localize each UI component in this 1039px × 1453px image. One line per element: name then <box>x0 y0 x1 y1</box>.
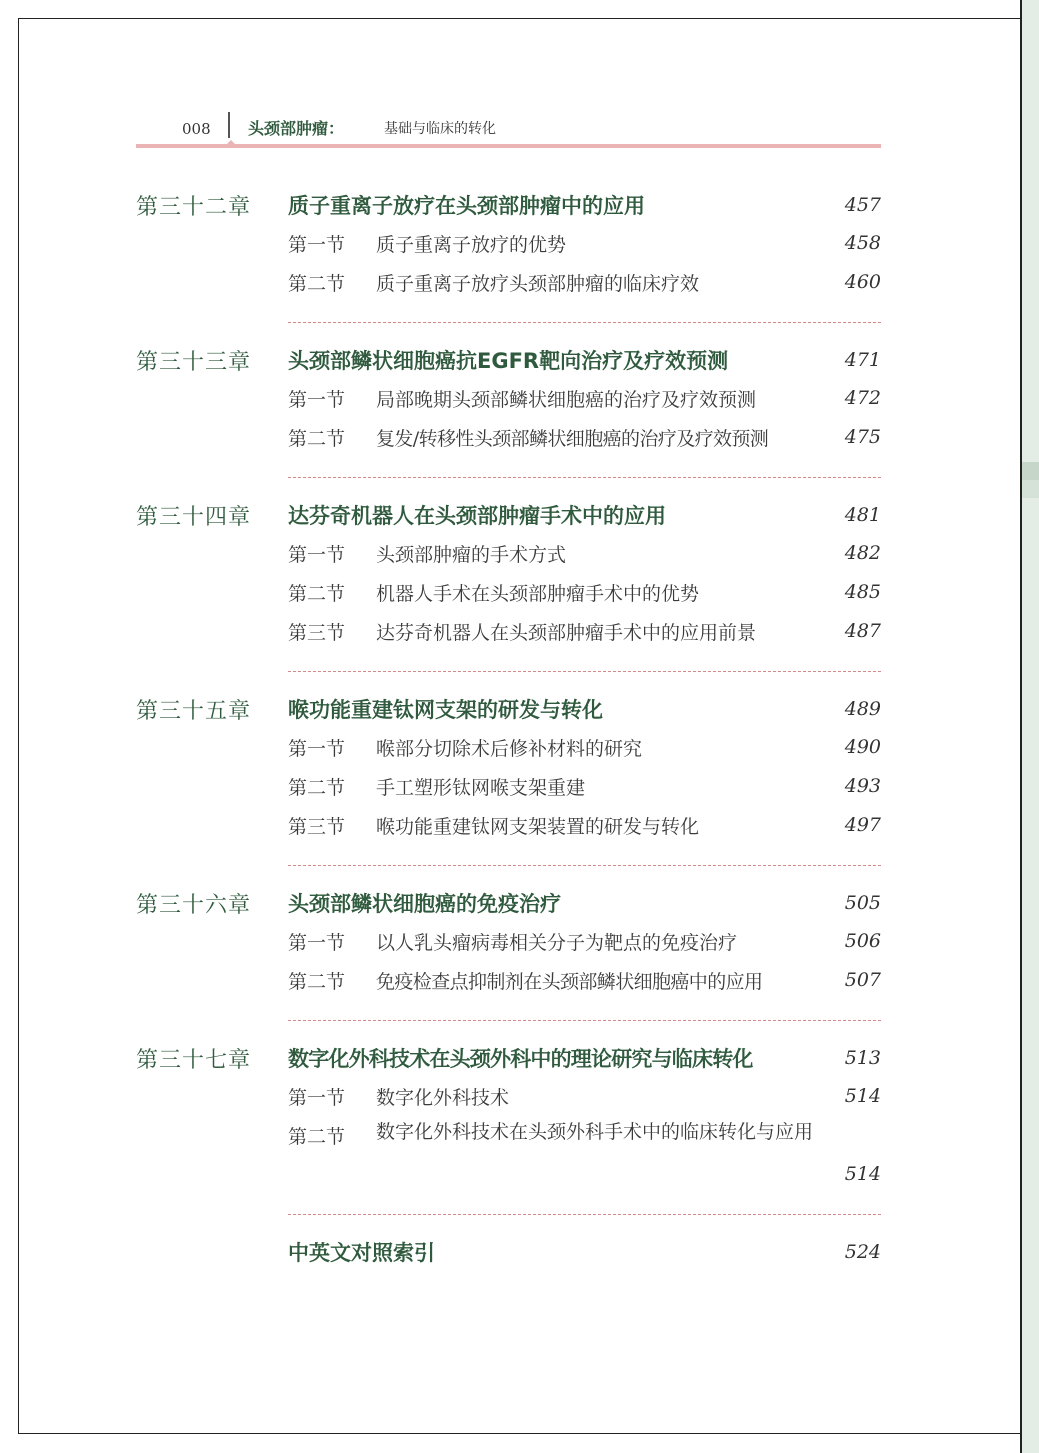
side-tab-mark <box>1022 480 1039 498</box>
book-title: 头颈部肿瘤： <box>248 119 345 138</box>
section-entry[interactable] <box>136 575 881 614</box>
section-label: 第三节 <box>288 816 346 838</box>
book-subtitle: 基础与临床的转化 <box>384 121 496 137</box>
section-title: 喉部分切除术后修补材料的研究 <box>376 738 643 760</box>
section-entry[interactable] <box>136 614 881 653</box>
chapter-heading[interactable] <box>136 188 881 226</box>
chapter-entry <box>136 886 881 1021</box>
section-entry[interactable] <box>136 924 881 963</box>
section-label: 第二节 <box>288 583 346 605</box>
chapter-title: 头颈部鳞状细胞癌抗EGFR靶向治疗及疗效预测 <box>288 349 729 373</box>
section-page: 475 <box>844 426 881 448</box>
section-entry[interactable] <box>136 730 881 769</box>
side-tab-mark <box>1022 462 1039 480</box>
section-title: 局部晚期头颈部鳞状细胞癌的治疗及疗效预测 <box>376 389 757 411</box>
section-page: 472 <box>844 387 881 409</box>
dashed-divider <box>288 477 881 478</box>
chapter-title: 达芬奇机器人在头颈部肿瘤手术中的应用 <box>288 504 666 528</box>
section-label: 第二节 <box>288 428 346 450</box>
section-title: 免疫检查点抑制剂在头颈部鳞状细胞癌中的应用 <box>376 971 763 993</box>
section-entry[interactable] <box>136 769 881 808</box>
section-label: 第一节 <box>288 932 346 954</box>
chapter-page: 481 <box>844 504 881 526</box>
section-page: 497 <box>844 814 881 836</box>
section-page: 514 <box>844 1085 881 1107</box>
section-entry[interactable] <box>136 536 881 575</box>
chapter-heading[interactable] <box>136 498 881 536</box>
chapter-title: 数字化外科技术在头颈外科中的理论研究与临床转化 <box>288 1047 753 1071</box>
chapter-title: 质子重离子放疗在头颈部肿瘤中的应用 <box>288 194 645 218</box>
section-label: 第一节 <box>288 234 346 256</box>
section-label: 第三节 <box>288 622 346 644</box>
chapter-entry <box>136 188 881 323</box>
side-strip <box>1022 0 1039 1453</box>
chapter-heading[interactable] <box>136 1041 881 1079</box>
index-page: 524 <box>844 1241 881 1263</box>
chapter-page: 505 <box>844 892 881 914</box>
section-page: 482 <box>844 542 881 564</box>
section-title: 数字化外科技术 <box>376 1087 510 1109</box>
section-entry[interactable] <box>136 1118 881 1196</box>
chapter-label: 第三十二章 <box>136 195 252 220</box>
section-title: 达芬奇机器人在头颈部肿瘤手术中的应用前景 <box>376 622 757 644</box>
index-entry[interactable] <box>136 1235 881 1275</box>
section-title: 以人乳头瘤病毒相关分子为靶点的免疫治疗 <box>376 932 738 954</box>
chapter-heading[interactable] <box>136 692 881 730</box>
section-title: 机器人手术在头颈部肿瘤手术中的优势 <box>376 583 700 605</box>
chapter-page: 457 <box>844 194 881 216</box>
header-rule-notch <box>226 140 236 145</box>
dashed-divider <box>288 1020 881 1021</box>
chapter-label: 第三十三章 <box>136 350 252 375</box>
header-rule <box>136 144 881 148</box>
section-title: 喉功能重建钛网支架装置的研发与转化 <box>376 816 700 838</box>
section-entry[interactable] <box>136 963 881 1002</box>
section-title: 质子重离子放疗头颈部肿瘤的临床疗效 <box>376 273 700 295</box>
section-entry[interactable] <box>136 226 881 265</box>
dashed-divider <box>288 865 881 866</box>
chapter-title: 头颈部鳞状细胞癌的免疫治疗 <box>288 892 561 916</box>
section-title: 质子重离子放疗的优势 <box>376 234 567 256</box>
section-label: 第一节 <box>288 738 346 760</box>
page-number: 008 <box>182 120 211 138</box>
chapter-heading[interactable] <box>136 886 881 924</box>
section-page: 514 <box>844 1163 881 1185</box>
section-title: 数字化外科技术在头颈外科手术中的临床转化与应用 <box>376 1121 814 1143</box>
section-label: 第二节 <box>288 971 346 993</box>
table-of-contents <box>136 188 881 1275</box>
running-head <box>136 112 881 148</box>
section-label: 第一节 <box>288 389 346 411</box>
section-entry[interactable] <box>136 381 881 420</box>
chapter-entry <box>136 692 881 866</box>
chapter-label: 第三十七章 <box>136 1048 252 1073</box>
section-label: 第二节 <box>288 777 346 799</box>
chapter-entry <box>136 343 881 478</box>
section-label: 第二节 <box>288 1126 346 1148</box>
section-page: 487 <box>844 620 881 642</box>
head-divider <box>228 112 230 138</box>
chapter-entry <box>136 498 881 672</box>
section-entry[interactable] <box>136 420 881 459</box>
dashed-divider <box>288 1214 881 1215</box>
section-page: 458 <box>844 232 881 254</box>
section-page: 490 <box>844 736 881 758</box>
chapter-page: 489 <box>844 698 881 720</box>
chapter-title: 喉功能重建钛网支架的研发与转化 <box>288 698 603 722</box>
section-label: 第二节 <box>288 273 346 295</box>
section-entry[interactable] <box>136 265 881 304</box>
section-title: 头颈部肿瘤的手术方式 <box>376 544 567 566</box>
index-title: 中英文对照索引 <box>288 1241 435 1265</box>
section-page: 506 <box>844 930 881 952</box>
section-page: 493 <box>844 775 881 797</box>
dashed-divider <box>288 322 881 323</box>
section-page: 507 <box>844 969 881 991</box>
chapter-page: 471 <box>844 349 881 371</box>
section-title: 复发/转移性头颈部鳞状细胞癌的治疗及疗效预测 <box>376 428 769 450</box>
section-label: 第一节 <box>288 544 346 566</box>
section-label: 第一节 <box>288 1087 346 1109</box>
chapter-page: 513 <box>844 1047 881 1069</box>
section-title: 手工塑形钛网喉支架重建 <box>376 777 586 799</box>
section-page: 460 <box>844 271 881 293</box>
chapter-label: 第三十五章 <box>136 699 252 724</box>
chapter-entry <box>136 1041 881 1215</box>
chapter-label: 第三十四章 <box>136 505 252 530</box>
chapter-label: 第三十六章 <box>136 893 252 918</box>
section-entry[interactable] <box>136 808 881 847</box>
chapter-heading[interactable] <box>136 343 881 381</box>
section-page: 485 <box>844 581 881 603</box>
dashed-divider <box>288 671 881 672</box>
